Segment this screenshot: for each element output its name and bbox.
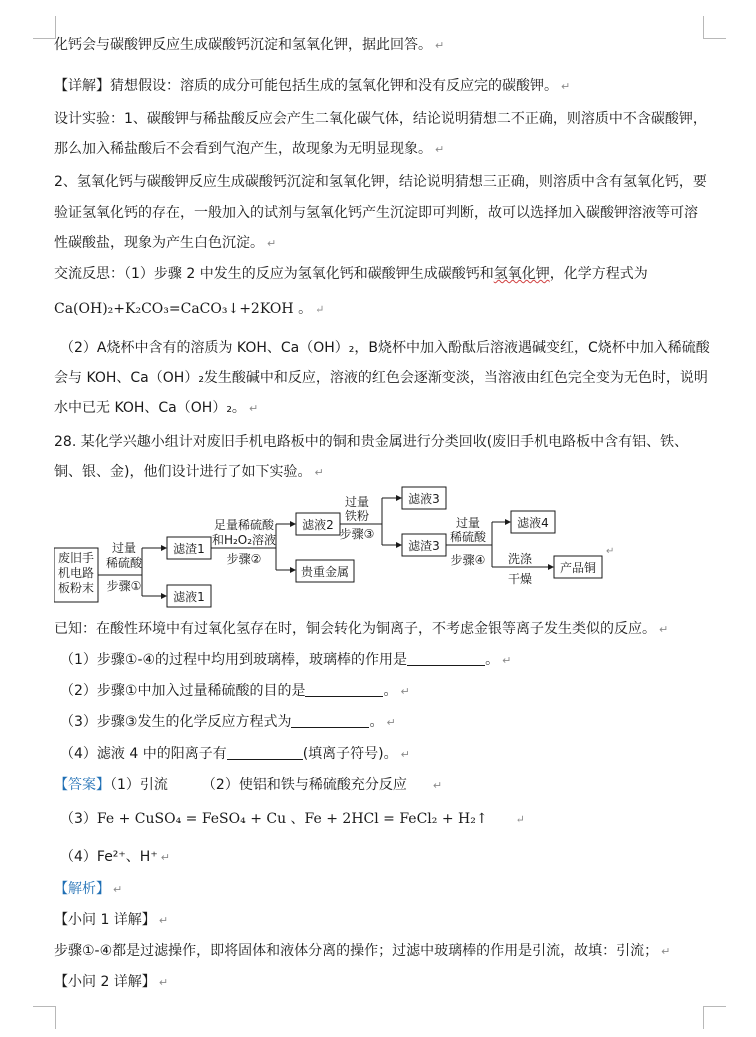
step4-label: 过量: [455, 516, 481, 530]
text-line: 交流反思：（1）步骤 2 中发生的反应为氢氧化钙和碳酸钾生成碳酸钙和氢氧化钾，化学方程式为: [54, 266, 648, 282]
crop-mark-top-left: [33, 16, 56, 39]
answer-3: （3）Fe + CuSO₄ = FeSO₄ + Cu 、Fe + 2HCl = FeCl₂ + H₂↑ ↵: [60, 811, 525, 827]
answer-blank[interactable]: [305, 682, 383, 697]
text-line: 那么加入稀盐酸后不会看到气泡产生，故现象为无明显现象。 ↵: [54, 141, 445, 157]
text-line: 化钙会与碳酸钾反应生成碳酸钙沉淀和氢氧化钾，据此回答。 ↵: [54, 37, 445, 53]
crop-mark-bottom-right: [703, 1006, 726, 1029]
answer-blank[interactable]: [227, 745, 303, 760]
flow-start-box: [54, 548, 98, 602]
text-line: 2、氢氧化钙与碳酸钾反应生成碳酸钙沉淀和氢氧化钾，结论说明猜想三正确，则溶质中含有氢氧化钙，要: [54, 174, 707, 190]
crop-mark-top-right: [703, 16, 726, 39]
step3-label: 步骤③: [339, 527, 375, 541]
step2-label: 步骤②: [226, 552, 262, 566]
svg-text:滤液1: 滤液1: [173, 590, 205, 604]
svg-text:滤液2: 滤液2: [302, 518, 334, 532]
equation-1: Ca(OH)₂+K₂CO₃=CaCO₃↓+2KOH 。 ↵: [54, 301, 325, 317]
answer-line: 【答案】（1）引流 （2）使铝和铁与稀硫酸充分反应 ↵: [54, 777, 443, 793]
crop-mark-bottom-left: [33, 1006, 56, 1029]
text-line: 铜、银、金)，他们设计进行了如下实验。 ↵: [54, 464, 324, 480]
text-line: 设计实验：1、碳酸钾与稀盐酸反应会产生二氧化碳气体，结论说明猜想二不正确，则溶质中不含碳酸钾，: [54, 111, 707, 127]
text-line: 步骤①-④都是过滤操作，即将固体和液体分离的操作；过滤中玻璃棒的作用是引流，故填：引流； ↵: [54, 943, 671, 959]
step4-label: 稀硫酸: [449, 530, 487, 544]
step1-label: 过量: [111, 541, 137, 555]
answer-blank[interactable]: [291, 713, 369, 728]
text-line: 【详解】猜想假设：溶质的成分可能包括生成的氢氧化钾和没有反应完的碳酸钾。 ↵: [54, 78, 571, 94]
question-4: （4）滤液 4 中的阳离子有 (填离子符号)。 ↵: [60, 746, 410, 762]
svg-text:滤渣3: 滤渣3: [408, 539, 440, 553]
answer-tag: 【答案】: [54, 777, 110, 793]
step3-label: 过量: [344, 495, 370, 509]
svg-text:废旧手: 废旧手: [57, 551, 95, 565]
svg-text:滤液3: 滤液3: [408, 492, 440, 506]
svg-text:滤渣1: 滤渣1: [173, 542, 205, 556]
text-line: 验证氢氧化钙的存在，一般加入的试剂与氢氧化钙产生沉淀即可判断，故可以选择加入碳酸钾溶液等可溶: [54, 205, 698, 221]
svg-text:产品铜: 产品铜: [559, 561, 597, 575]
flowchart: [54, 484, 654, 610]
question-1: （1）步骤①-④的过程中均用到玻璃棒，玻璃棒的作用是 。 ↵: [60, 652, 512, 668]
svg-text:板粉末: 板粉末: [57, 581, 95, 595]
svg-text:↵: ↵: [606, 546, 615, 557]
subheading-1: 【小问 1 详解】 ↵: [54, 912, 169, 928]
question-3: （3）步骤③发生的化学反应方程式为 。 ↵: [60, 714, 396, 730]
step1-label: 步骤①: [106, 579, 142, 593]
analysis-tag: 【解析】 ↵: [54, 881, 123, 897]
step4-label: 步骤④: [450, 553, 486, 567]
answer-blank[interactable]: [407, 651, 485, 666]
step1-label: 稀硫酸: [105, 556, 143, 570]
svg-text:贵重金属: 贵重金属: [300, 565, 350, 579]
svg-text:机电路: 机电路: [57, 566, 95, 580]
step2-label: 和H₂O₂溶液: [211, 533, 277, 547]
text-line: 会与 KOH、Ca（OH）₂发生酸碱中和反应，溶液的红色会逐渐变淡，当溶液由红色完全变为无色时，说明: [54, 370, 708, 386]
wash-label: 洗涤: [507, 552, 533, 566]
text-line: 水中已无 KOH、Ca（OH）₂。 ↵: [54, 400, 259, 416]
text-line: 性碳酸盐，现象为产生白色沉淀。 ↵: [54, 235, 277, 251]
answer-4: （4）Fe²⁺、H⁺ ↵: [60, 849, 170, 865]
text-line: （2）A烧杯中含有的溶质为 KOH、Ca（OH）₂，B烧杯中加入酚酞后溶液遇碱变红，C烧杯中加入稀硫酸: [60, 340, 710, 356]
text-line: 已知：在酸性环境中有过氧化氢存在时，铜会转化为铜离子，不考虑金银等离子发生类似的反应。 ↵: [54, 621, 669, 637]
subheading-2: 【小问 2 详解】 ↵: [54, 974, 169, 990]
svg-text:滤液4: 滤液4: [517, 516, 549, 530]
wash-label: 干燥: [507, 572, 533, 586]
question-2: （2）步骤①中加入过量稀硫酸的目的是 。 ↵: [60, 683, 410, 699]
question-28: 28. 某化学兴趣小组计对废旧手机电路板中的铜和贵金属进行分类回收(废旧手机电路板中含有铝、铁、: [54, 434, 689, 450]
step3-label: 铁粉: [344, 509, 370, 523]
step2-label: 足量稀硫酸: [213, 518, 275, 532]
